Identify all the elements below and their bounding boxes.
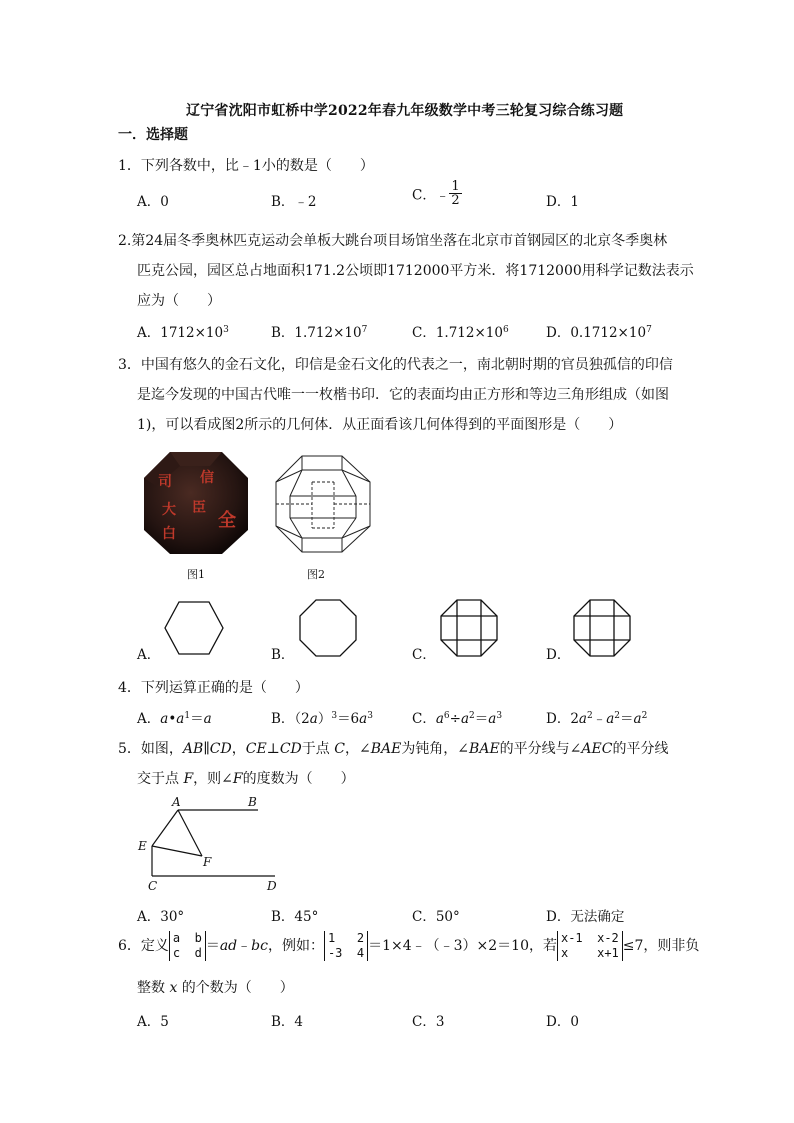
q6-line-2: 整数 x 的个数为（ ） xyxy=(137,980,294,996)
q1-option-c xyxy=(412,180,462,207)
q6-option-c: C．3 xyxy=(412,1014,445,1030)
condition-tail: ≤7，则非负 xyxy=(622,938,700,954)
q3-option-a: A． xyxy=(137,647,161,663)
q3-line-1: 3．中国有悠久的金石文化，印信是金石文化的代表之一，南北朝时期的官员独孤信的印信 xyxy=(118,357,673,373)
point-e-label: E xyxy=(138,839,147,853)
q6-prefix: 6．定义 xyxy=(118,938,169,954)
octagon-option-figure xyxy=(298,598,358,658)
q4-option-d: D．$2a^2﹣a^2=a^2$ xyxy=(546,711,648,727)
seal-char-5: 白 xyxy=(162,526,176,542)
q6-option-a: A．5 xyxy=(137,1014,169,1030)
polyhedron-wireframe-figure xyxy=(272,452,376,556)
q1-stem: 1．下列各数中，比﹣1小的数是（ ） xyxy=(118,158,374,174)
q3-option-c: C． xyxy=(412,647,436,663)
q5-option-b: B．45° xyxy=(271,909,319,925)
q5-geometry-diagram xyxy=(130,792,290,896)
example-determinant: 1 2 -3 4 xyxy=(324,931,368,961)
q1-option-d: D．1 xyxy=(546,194,579,210)
point-b-label: B xyxy=(248,795,257,809)
fraction-denominator: 2 xyxy=(451,193,460,208)
point-d-label: D xyxy=(267,879,277,893)
q4-stem: 4．下列运算正确的是（ ） xyxy=(118,680,309,696)
q2-line-1: 2.第24届冬季奥林匹克运动会单板大跳台项目场馆坐落在北京市首钢园区的北京冬季奥林 xyxy=(118,233,668,249)
q3-line-3: 1)，可以看成图2所示的几何体．从正面看该几何体得到的平面图形是（ ） xyxy=(137,417,623,433)
hexagon-option-figure xyxy=(163,600,225,656)
q2-line-3: 应为（ ） xyxy=(137,293,221,309)
section-heading: 一．选择题 xyxy=(118,127,188,143)
seal-char-4: 臣 xyxy=(192,500,206,516)
seal-photo-figure xyxy=(140,446,252,558)
figure-2-caption: 图2 xyxy=(307,568,325,581)
q6-option-d: D．0 xyxy=(546,1014,579,1030)
q1-option-a: A．0 xyxy=(137,194,169,210)
q5-option-d: D．无法确定 xyxy=(546,909,625,925)
condition-determinant: x-1 x-2 x x+1 xyxy=(557,931,623,961)
octagon-grid-option-c-figure xyxy=(439,598,499,658)
q2-option-d xyxy=(546,321,652,341)
q4-option-c: C．$a^6\div a^2=a^3$ xyxy=(412,711,503,727)
q2-option-c-exponent: 6 xyxy=(502,325,509,335)
definition-determinant: a b c d xyxy=(169,931,206,961)
q2-option-a-base: A．1712×10 xyxy=(137,325,224,341)
fraction-numerator: 1 xyxy=(451,179,460,194)
point-c-label: C xyxy=(148,879,158,893)
q2-option-b-base: B．1.712×10 xyxy=(271,325,362,341)
q6-line-1: 6．定义 a b c d ＝ad﹣bc，例如： 1 2 -3 4 ＝1×4﹣（﹣3）×2＝10，若 x-1 x-2 x x+1 ≤7，则非负 xyxy=(118,931,700,960)
q5-option-c: C．50° xyxy=(412,909,460,925)
q2-option-c xyxy=(412,321,509,341)
polyhedron-edge-top xyxy=(276,470,370,482)
q2-option-d-exponent: 7 xyxy=(646,325,652,335)
q2-option-d-base: D．0.1712×10 xyxy=(546,325,647,341)
q2-option-b-exponent: 7 xyxy=(361,325,368,335)
q1-option-b: B．﹣2 xyxy=(271,194,317,210)
seal-char-1: 司 xyxy=(158,474,172,490)
q1-option-c-prefix: C．﹣ xyxy=(412,187,450,204)
q4-option-a: A．$a•a^1=a$ xyxy=(137,711,212,727)
q3-line-2: 是迄今发现的中国古代唯一一枚楷书印．它的表面均由正方形和等边三角形组成（如图 xyxy=(137,387,669,403)
seal-char-6: 全 xyxy=(218,510,236,531)
q2-option-a-exponent: 3 xyxy=(223,325,229,335)
point-f-label: F xyxy=(203,855,212,869)
seal-char-2: 信 xyxy=(200,470,214,486)
q2-option-a xyxy=(137,321,229,341)
line-ef xyxy=(152,846,202,856)
page-title: 辽宁省沈阳市虹桥中学2022年春九年级数学中考三轮复习综合练习题 xyxy=(186,103,624,119)
seal-char-3: 大 xyxy=(162,502,176,518)
figure-1-caption: 图1 xyxy=(187,568,205,581)
q3-option-b: B． xyxy=(271,647,295,663)
q5-option-a: A．30° xyxy=(137,909,185,925)
example-calculation: ＝1×4﹣（﹣3）×2＝10，若 xyxy=(368,938,557,954)
q3-option-d: D． xyxy=(546,647,571,663)
q2-option-b xyxy=(271,321,367,341)
line-ea xyxy=(152,810,178,846)
octagon-grid-option-d-figure xyxy=(572,598,632,658)
point-a-label: A xyxy=(172,795,181,809)
q5-line-1: 5．如图，AB∥CD，CE⊥CD于点 C，∠BAE为钝角，∠BAE的平分线与∠AEC的平分线 xyxy=(118,741,669,757)
q4-option-b: B．$(2a)^3=6a^3$ xyxy=(271,711,373,727)
q2-line-2: 匹克公园，园区总占地面积171.2公顷即1712000平方米．将1712000用科学记数法表示 xyxy=(137,263,694,279)
q5-line-2: 交于点 F，则∠F的度数为（ ） xyxy=(137,771,355,787)
line-af xyxy=(178,810,202,856)
q2-option-c-base: C．1.712×10 xyxy=(412,325,503,341)
q1-option-c-fraction xyxy=(449,180,461,207)
q6-option-b: B．4 xyxy=(271,1014,304,1030)
